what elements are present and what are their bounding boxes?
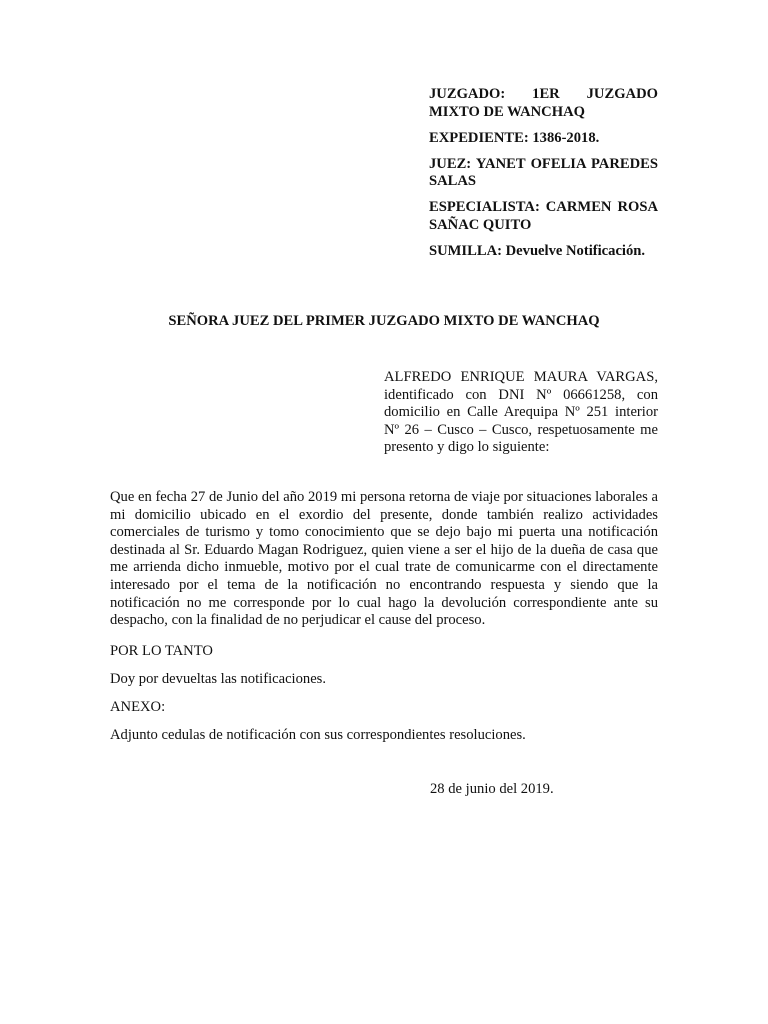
body-paragraph: Que en fecha 27 de Junio del año 2019 mi persona retorna de viaje por situaciones laborales a mi domicilio ubicado en el exordio del presente, donde también realizo actividades comerciales de turismo y tomo conocimiento que se dejo bajo mi puerta una notificación destinada al Sr. Eduardo Magan Rodriguez, quien viene a ser el hijo de la dueña de casa que me arrienda dicho inmueble, motivo por el cual trate de comunicarme con el directamente interesado por el tema de la notificación no encontrando respuesta y siendo que la notificación no me corresponde por lo cual hago la devolución correspondiente ante su despacho, con la finalidad de no perjudicar el cause del proceso. — [110, 489, 658, 629]
party-introduction: ALFREDO ENRIQUE MAURA VARGAS, identificado con DNI Nº 06661258, con domicilio en Calle Arequipa Nº 251 interior Nº 26 – Cusco – Cusco, respetuosamente me presento y digo lo siguiente: — [384, 369, 658, 456]
anexo-label: ANEXO: — [110, 699, 166, 715]
case-header — [429, 86, 658, 269]
addressee-heading: SEÑORA JUEZ DEL PRIMER JUZGADO MIXTO DE WANCHAQ — [168, 313, 600, 329]
anexo-text: Adjunto cedulas de notificación con sus correspondientes resoluciones. — [110, 727, 526, 743]
especialista-line: ESPECIALISTA: CARMEN ROSA SAÑAC QUITO — [429, 199, 658, 233]
por-lo-tanto-line: POR LO TANTO — [110, 643, 213, 659]
juzgado-line: JUZGADO: 1ER JUZGADO MIXTO DE WANCHAQ — [429, 86, 658, 120]
devueltas-line: Doy por devueltas las notificaciones. — [110, 671, 327, 687]
expediente-line: EXPEDIENTE: 1386-2018. — [429, 129, 600, 146]
juez-line: JUEZ: YANET OFELIA PAREDES SALAS — [429, 155, 658, 189]
document-date: 28 de junio del 2019. — [430, 781, 554, 797]
sumilla-line: SUMILLA: Devuelve Notificación. — [429, 242, 646, 259]
